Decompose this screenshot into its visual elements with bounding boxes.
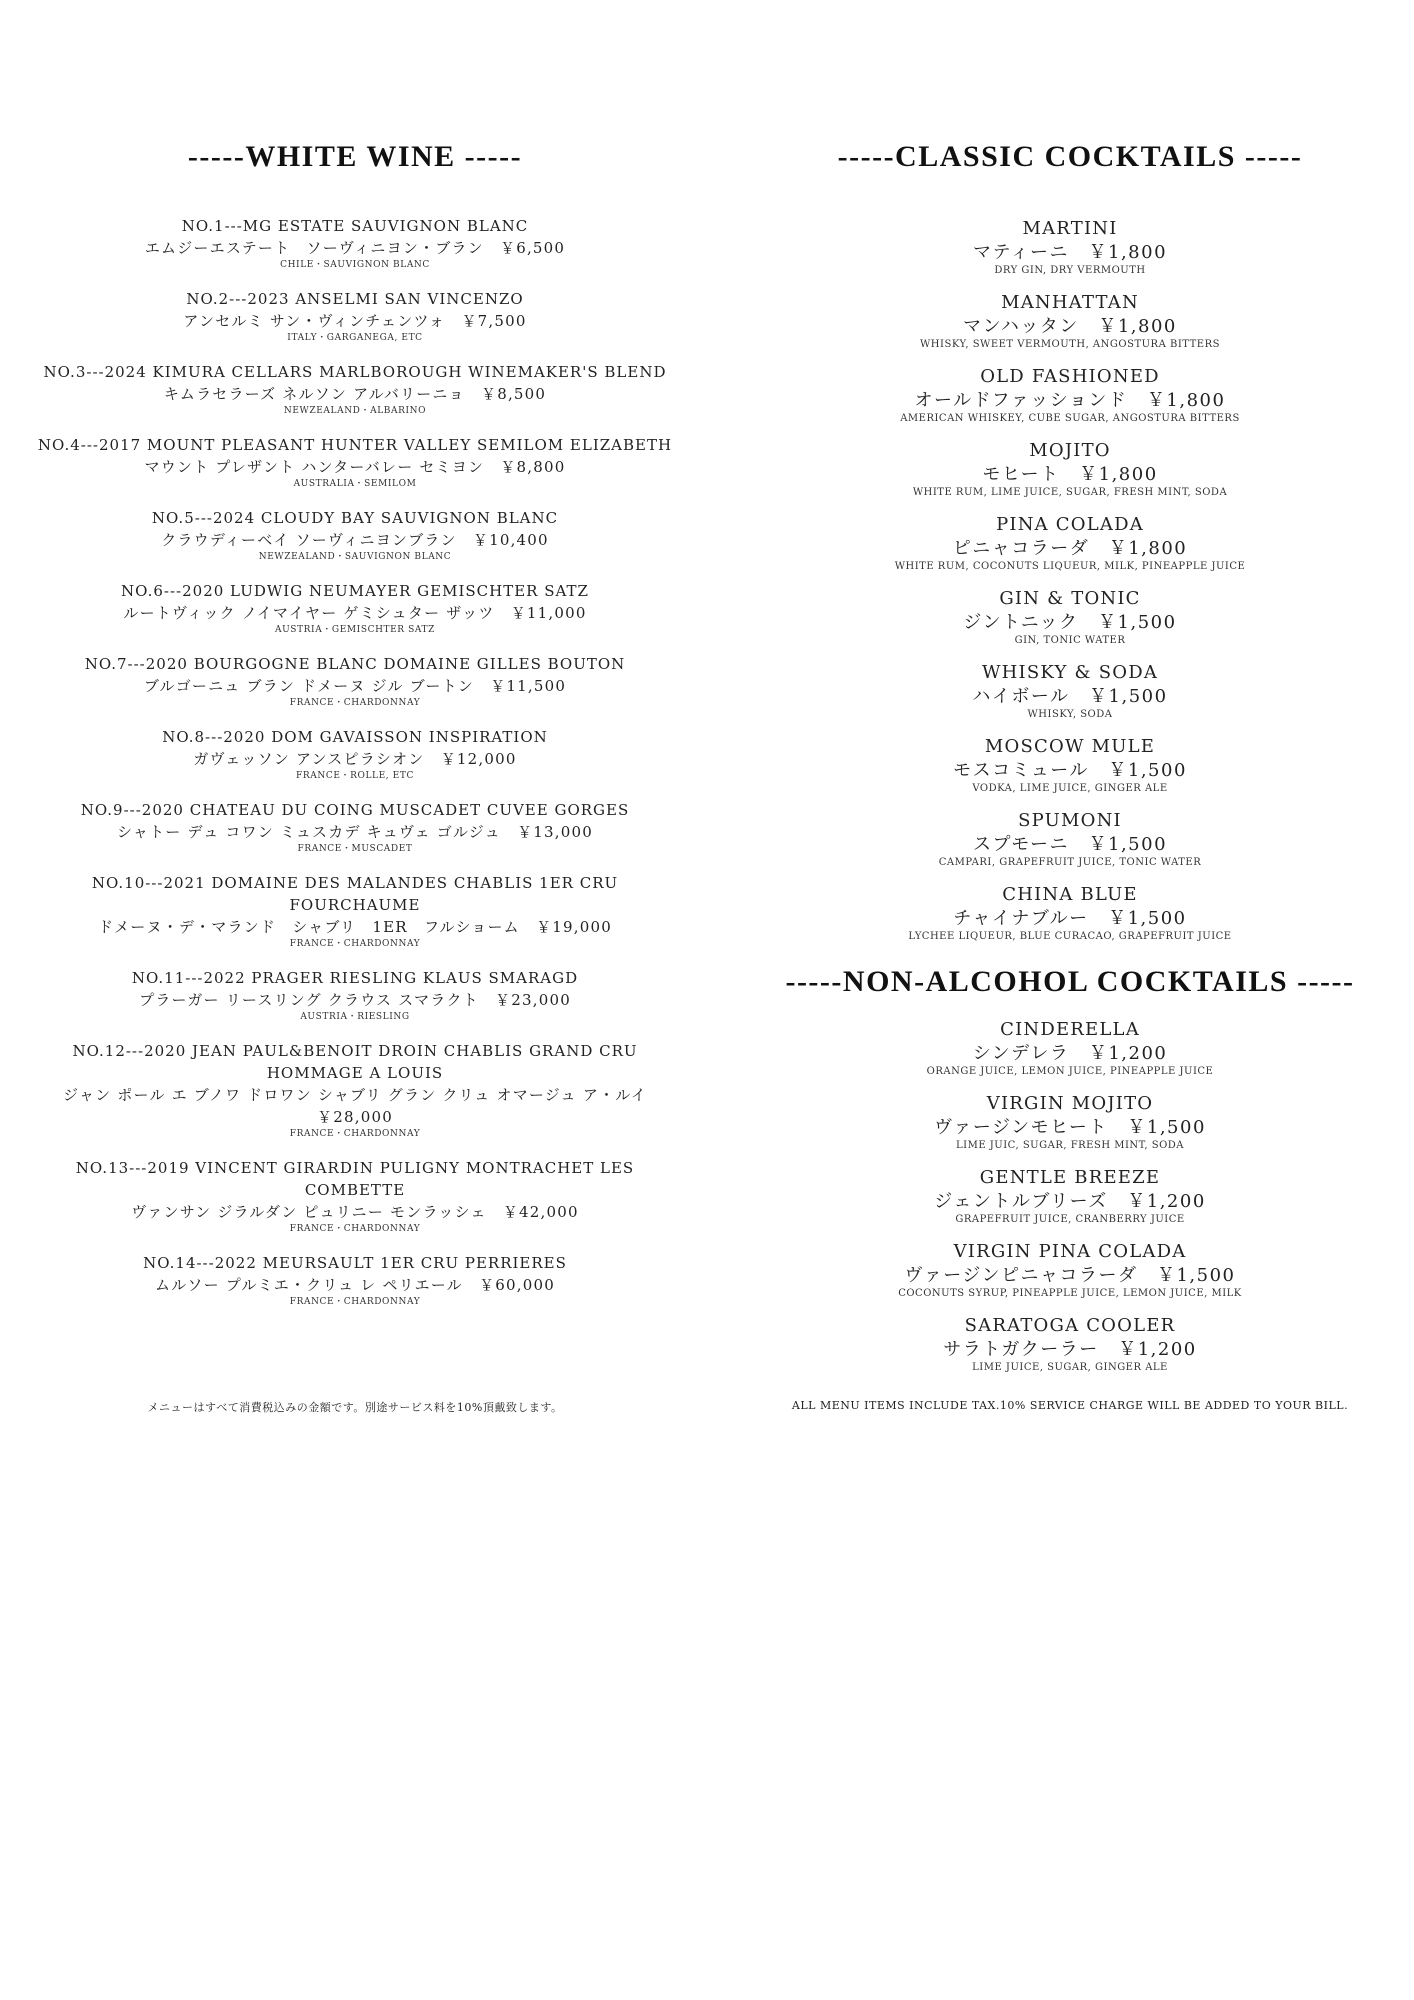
wine-origin: FRANCE・MUSCADET <box>297 844 413 854</box>
wine-origin: AUSTRALIA・SEMILOM <box>293 479 417 489</box>
cocktail-jp-price: サラトガクーラー ￥1,200 <box>943 1339 1197 1360</box>
cocktail-jp-price: シンデレラ ￥1,200 <box>972 1043 1168 1064</box>
wine-item <box>30 872 680 950</box>
footer-note-jp: メニューはすべて消費税込みの金額です。別途サービス料を10%頂戴致します。 <box>147 1401 563 1414</box>
cocktail-item <box>760 587 1380 661</box>
wine-origin: FRANCE・ROLLE, ETC <box>296 771 414 781</box>
cocktail-item <box>760 1166 1380 1240</box>
cocktail-ingredients: DRY GIN, DRY VERMOUTH <box>994 265 1146 276</box>
cocktail-name: WHISKY & SODA <box>981 662 1159 683</box>
wine-item <box>30 1040 680 1140</box>
wine-origin: FRANCE・CHARDONNAY <box>289 1129 421 1139</box>
cocktail-jp-price: ジントニック ￥1,500 <box>963 612 1177 633</box>
cocktail-name: PINA COLADA <box>996 514 1144 535</box>
cocktail-ingredients: LIME JUIC, SUGAR, FRESH MINT, SODA <box>955 1140 1185 1151</box>
cocktail-jp-price: スプモーニ ￥1,500 <box>972 834 1168 855</box>
cocktail-item <box>760 661 1380 735</box>
wine-origin: CHILE・SAUVIGNON BLANC <box>280 260 430 270</box>
wine-name: NO.12---2020 JEAN PAUL&BENOIT DROIN CHABLIS GRAND CRU <box>72 1042 638 1060</box>
wine-name: NO.2---2023 ANSELMI SAN VINCENZO <box>186 290 524 308</box>
cocktail-item <box>760 365 1380 439</box>
cocktail-item <box>760 291 1380 365</box>
cocktail-name: SPUMONI <box>1018 810 1122 831</box>
wine-name-line2: HOMMAGE A LOUIS <box>266 1064 444 1082</box>
wine-jp-price: マウント プレザント ハンターバレー セミヨン ￥8,800 <box>144 458 566 476</box>
wine-origin: FRANCE・CHARDONNAY <box>289 939 421 949</box>
cocktail-ingredients: GRAPEFRUIT JUICE, CRANBERRY JUICE <box>955 1214 1185 1225</box>
wine-item <box>30 1252 680 1308</box>
wine-name: NO.9---2020 CHATEAU DU COING MUSCADET CUVEE GORGES <box>80 801 630 819</box>
wine-item <box>30 967 680 1023</box>
classic-cocktails-heading: -----CLASSIC COCKTAILS ----- <box>837 140 1303 173</box>
wine-name: NO.10---2021 DOMAINE DES MALANDES CHABLIS 1ER CRU FOURCHAUME <box>91 874 619 914</box>
wine-item <box>30 288 680 344</box>
wine-jp-price: シャトー デュ コワン ミュスカデ キュヴェ ゴルジュ ￥13,000 <box>116 823 593 841</box>
cocktail-ingredients: COCONUTS SYRUP, PINEAPPLE JUICE, LEMON JUICE, MILK <box>898 1288 1242 1299</box>
cocktails-section <box>760 0 1380 1420</box>
cocktail-name: CINDERELLA <box>1000 1019 1140 1040</box>
cocktail-jp-price: マンハッタン ￥1,800 <box>963 316 1177 337</box>
wine-name: NO.6---2020 LUDWIG NEUMAYER GEMISCHTER SATZ <box>121 582 589 600</box>
wine-origin: ITALY・GARGANEGA, ETC <box>287 333 423 343</box>
cocktail-name: GENTLE BREEZE <box>979 1167 1161 1188</box>
wine-name: NO.1---MG ESTATE SAUVIGNON BLANC <box>181 217 529 235</box>
white-wine-heading: -----WHITE WINE ----- <box>187 140 523 173</box>
cocktail-name: CHINA BLUE <box>1002 884 1138 905</box>
cocktail-jp-price: マティーニ ￥1,800 <box>972 242 1168 263</box>
cocktail-ingredients: WHITE RUM, LIME JUICE, SUGAR, FRESH MINT, SODA <box>912 487 1228 498</box>
wine-name: NO.11---2022 PRAGER RIESLING KLAUS SMARAGD <box>131 969 579 987</box>
wine-jp-price: エムジーエステート ソーヴィニヨン・ブラン ￥6,500 <box>144 239 566 257</box>
wine-name: NO.3---2024 KIMURA CELLARS MARLBOROUGH WINEMAKER'S BLEND <box>43 363 667 381</box>
wine-jp-price: ガヴェッソン アンスピラシオン ￥12,000 <box>193 750 517 768</box>
footer-note-en: ALL MENU ITEMS INCLUDE TAX.10% SERVICE CHARGE WILL BE ADDED TO YOUR BILL. <box>791 1399 1349 1412</box>
cocktail-ingredients: AMERICAN WHISKEY, CUBE SUGAR, ANGOSTURA BITTERS <box>900 413 1240 424</box>
wine-item <box>30 1157 680 1235</box>
wine-jp-price: ヴァンサン ジラルダン ピュリニー モンラッシェ ￥42,000 <box>131 1203 579 1221</box>
cocktail-ingredients: LIME JUICE, SUGAR, GINGER ALE <box>972 1362 1168 1373</box>
wine-item <box>30 580 680 636</box>
non-alcohol-cocktails-list <box>760 1018 1380 1388</box>
wine-jp-price: アンセルミ サン・ヴィンチェンツォ ￥7,500 <box>183 312 527 330</box>
wine-item <box>30 799 680 855</box>
wine-name: NO.8---2020 DOM GAVAISSON INSPIRATION <box>162 728 548 746</box>
wine-jp-price: ムルソー プルミエ・クリュ レ ペリエール ￥60,000 <box>155 1276 555 1294</box>
white-wine-list <box>30 215 680 1325</box>
wine-name: NO.5---2024 CLOUDY BAY SAUVIGNON BLANC <box>151 509 559 527</box>
cocktail-item <box>760 1240 1380 1314</box>
wine-jp-price: キムラセラーズ ネルソン アルバリーニョ ￥8,500 <box>163 385 547 403</box>
wine-name: NO.14---2022 MEURSAULT 1ER CRU PERRIERES <box>143 1254 567 1272</box>
cocktail-item <box>760 735 1380 809</box>
wine-jp-price: プラーガー リースリング クラウス スマラクト ￥23,000 <box>139 991 571 1009</box>
cocktail-jp-price: ジェントルブリーズ ￥1,200 <box>934 1191 1206 1212</box>
cocktail-name: SARATOGA COOLER <box>964 1315 1176 1336</box>
wine-item <box>30 215 680 271</box>
wine-origin: FRANCE・CHARDONNAY <box>289 1224 421 1234</box>
wine-jp-price: ルートヴィック ノイマイヤー ゲミシュター ザッツ ￥11,000 <box>123 604 587 622</box>
cocktail-ingredients: ORANGE JUICE, LEMON JUICE, PINEAPPLE JUICE <box>926 1066 1214 1077</box>
wine-origin: NEWZEALAND・ALBARINO <box>283 406 427 416</box>
wine-jp-price: ブルゴーニュ ブラン ドメーヌ ジル ブートン ￥11,500 <box>143 677 567 695</box>
cocktail-jp-price: ピニャコラーダ ￥1,800 <box>952 538 1188 559</box>
cocktail-jp-price: チャイナブルー ￥1,500 <box>953 908 1187 929</box>
wine-item <box>30 507 680 563</box>
wine-origin: AUSTRIA・GEMISCHTER SATZ <box>275 625 435 635</box>
wine-item <box>30 434 680 490</box>
wine-item <box>30 361 680 417</box>
cocktail-name: GIN & TONIC <box>999 588 1141 609</box>
cocktail-item <box>760 809 1380 883</box>
wine-item <box>30 726 680 782</box>
cocktail-jp-price: オールドファッションド ￥1,800 <box>914 390 1226 411</box>
cocktail-ingredients: WHITE RUM, COCONUTS LIQUEUR, MILK, PINEAPPLE JUICE <box>894 561 1246 572</box>
cocktail-item <box>760 1314 1380 1388</box>
cocktail-item <box>760 1092 1380 1166</box>
non-alcohol-cocktails-heading: -----NON-ALCOHOL COCKTAILS ----- <box>785 965 1355 998</box>
cocktail-jp-price: モスコミュール ￥1,500 <box>953 760 1187 781</box>
wine-jp-price: クラウディーベイ ソーヴィニヨンブラン ￥10,400 <box>161 531 549 549</box>
cocktail-item <box>760 439 1380 513</box>
cocktail-name: MARTINI <box>1022 218 1118 239</box>
wine-origin: FRANCE・CHARDONNAY <box>289 698 421 708</box>
white-wine-section <box>30 0 680 1420</box>
wine-origin: NEWZEALAND・SAUVIGNON BLANC <box>258 552 452 562</box>
cocktail-ingredients: WHISKY, SWEET VERMOUTH, ANGOSTURA BITTERS <box>920 339 1220 350</box>
wine-name: NO.4---2017 MOUNT PLEASANT HUNTER VALLEY SEMILOM ELIZABETH <box>37 436 673 454</box>
cocktail-jp-price: ヴァージンピニャコラーダ ￥1,500 <box>904 1265 1236 1286</box>
cocktail-item <box>760 883 1380 957</box>
cocktail-name: VIRGIN PINA COLADA <box>953 1241 1187 1262</box>
wine-origin: FRANCE・CHARDONNAY <box>289 1297 421 1307</box>
wine-origin: AUSTRIA・RIESLING <box>300 1012 410 1022</box>
cocktail-ingredients: GIN, TONIC WATER <box>1014 635 1126 646</box>
wine-name: NO.7---2020 BOURGOGNE BLANC DOMAINE GILLES BOUTON <box>84 655 626 673</box>
wine-name: NO.13---2019 VINCENT GIRARDIN PULIGNY MONTRACHET LES COMBETTE <box>75 1159 635 1199</box>
cocktail-name: VIRGIN MOJITO <box>986 1093 1154 1114</box>
wine-item <box>30 653 680 709</box>
cocktail-ingredients: VODKA, LIME JUICE, GINGER ALE <box>972 783 1168 794</box>
cocktail-jp-price: ハイボール ￥1,500 <box>972 686 1168 707</box>
cocktail-ingredients: CAMPARI, GRAPEFRUIT JUICE, TONIC WATER <box>938 857 1202 868</box>
cocktail-ingredients: WHISKY, SODA <box>1027 709 1113 720</box>
cocktail-name: OLD FASHIONED <box>980 366 1160 387</box>
cocktail-ingredients: LYCHEE LIQUEUR, BLUE CURACAO, GRAPEFRUIT JUICE <box>908 931 1232 942</box>
wine-jp-name: ジャン ポール エ ブノワ ドロワン シャブリ グラン クリュ オマージュ ア・ルイ <box>63 1086 647 1104</box>
classic-cocktails-list <box>760 217 1380 957</box>
cocktail-name: MOSCOW MULE <box>984 736 1156 757</box>
cocktail-item <box>760 1018 1380 1092</box>
cocktail-item <box>760 217 1380 291</box>
cocktail-name: MANHATTAN <box>1001 292 1139 313</box>
cocktail-jp-price: モヒート ￥1,800 <box>982 464 1158 485</box>
cocktail-jp-price: ヴァージンモヒート ￥1,500 <box>934 1117 1206 1138</box>
wine-jp-price: ドメーヌ・デ・マランド シャブリ 1ER フルショーム ￥19,000 <box>98 918 612 936</box>
wine-price: ￥28,000 <box>317 1108 393 1126</box>
cocktail-item <box>760 513 1380 587</box>
cocktail-name: MOJITO <box>1029 440 1111 461</box>
